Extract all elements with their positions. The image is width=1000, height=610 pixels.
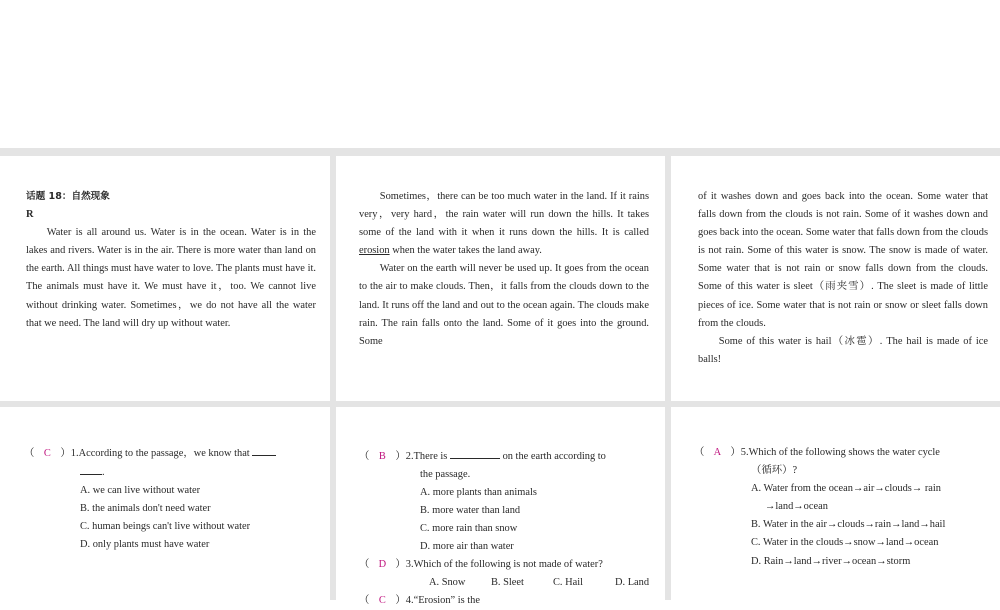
answer-5: A (713, 447, 722, 458)
options-list (24, 482, 276, 554)
topic-title: 话题 18：自然现象 (26, 191, 110, 202)
answer-1: C (43, 448, 51, 459)
passage-panel-2 (336, 156, 665, 401)
passage-panel-1 (0, 156, 330, 401)
question-panel-3 (671, 407, 1000, 600)
option: B. Sleet (491, 577, 524, 589)
question-stem: on the earth according to (502, 451, 606, 462)
option: B. Water in the air→clouds→rain→land→hail (751, 519, 946, 531)
passage-panel-3 (671, 156, 1000, 401)
answer-3: D (378, 559, 387, 570)
answer-blank (450, 447, 500, 459)
paren-close: ） (395, 559, 406, 570)
option: D. more air than water (420, 541, 514, 553)
divider-band (0, 148, 1000, 156)
option: B. more water than land (420, 505, 521, 517)
question-4 (359, 592, 480, 610)
option: C. human beings can't live without water (80, 521, 251, 533)
passage-paragraph: Water is all around us. Water is in the ocean. Water is in the lakes and rivers. Water is in the air. There is more water than land on the earth. All things must have water to love. The plants must have it. The animals must have it. We must have it，too. We cannot live without drinking water. Sometimes，we do not have all the water that we need. The land will dry up without water. (26, 227, 316, 329)
paren-open: （ (24, 448, 35, 459)
passage-paragraph: Some of this water is hail（冰雹）. The hail is made of ice balls! (698, 335, 988, 365)
option: A. more plants than animals (420, 487, 537, 499)
paren-open: （ (359, 595, 370, 606)
option: A. Snow (429, 577, 466, 589)
passage-paragraph: Water on the earth will never be used up. It goes from the ocean to the air to make clouds. Then，it falls from the clouds down to the land. It runs off the land and out to the ocean again. The clouds make rain. The rain falls onto the land. Some of it goes into the ground. Some (359, 263, 649, 347)
question-number: 2. (405, 451, 414, 462)
question-1 (24, 444, 276, 555)
paren-close: ） (395, 451, 406, 462)
answer-4: C (378, 595, 386, 606)
question-stem-line2: the passage. (420, 469, 471, 481)
option: A. we can live without water (80, 485, 201, 497)
question-5 (694, 444, 945, 571)
paren-close: ） (730, 447, 741, 458)
option: C. Hail (553, 577, 584, 589)
paren-open: （ (359, 451, 370, 462)
passage-mark: R (26, 209, 34, 221)
question-panel-1 (0, 407, 330, 600)
question-number: 5. (740, 447, 749, 458)
options-list (694, 480, 945, 570)
question-number: 1. (70, 448, 79, 459)
option: B. the animals don't need water (80, 503, 211, 515)
question-stem: There is (413, 451, 448, 462)
question-stem-line2: （循环）? (751, 465, 798, 477)
question-stem: According to the passage，we know that (78, 448, 250, 459)
option: D. only plants must have water (80, 539, 210, 551)
question-stem-end: . (102, 467, 105, 479)
question-stem: Which of the following shows the water cycle (748, 447, 940, 458)
question-number: 3. (405, 559, 414, 570)
options-list (359, 574, 649, 592)
paren-close: ） (395, 595, 406, 606)
erosion-term: erosion (359, 245, 390, 257)
question-stem: “Erosion” is the (413, 595, 480, 606)
passage-text: when the water takes the land away. (389, 245, 542, 257)
answer-2: B (378, 451, 386, 462)
options-list (359, 484, 606, 556)
passage-paragraph (359, 188, 649, 260)
option: A. Water from the ocean→air→clouds→ rain (751, 483, 941, 495)
option: C. more rain than snow (420, 523, 518, 535)
question-number: 4. (405, 595, 414, 606)
option: D. Rain→land→river→ocean→storm (751, 555, 911, 567)
question-panel-2 (336, 407, 665, 606)
answer-blank (80, 463, 102, 475)
paren-open: （ (694, 447, 705, 458)
paren-open: （ (359, 559, 370, 570)
passage-paragraph: of it washes down and goes back into the ocean. Some water that falls down from the clouds is not rain. Some of it washes down and goes back into the ocean. Some water that falls down from the clouds is not rain. Some of this water is snow. The snow is made of water. Some water that is not rain or snow falls down from the clouds. Some of this water is sleet（雨夹雪）. The sleet is made of little pieces of ice. Some water that is not rain or snow or sleet falls down from the clouds. (698, 191, 988, 329)
passage-text: Sometimes，there can be too much water in the land. If it rains very，very hard，the rain water will run down the hills. It takes some of the land with it when it runs down the hills. It is called (359, 191, 649, 239)
question-3 (359, 556, 649, 592)
option: D. Land (615, 577, 650, 589)
answer-blank (252, 444, 276, 456)
question-2 (359, 447, 606, 557)
option: C. Water in the clouds→snow→land→ocean (751, 537, 939, 549)
question-stem: Which of the following is not made of water? (413, 559, 603, 570)
option-continuation: →land→ocean (765, 501, 828, 513)
paren-close: ） (60, 448, 71, 459)
